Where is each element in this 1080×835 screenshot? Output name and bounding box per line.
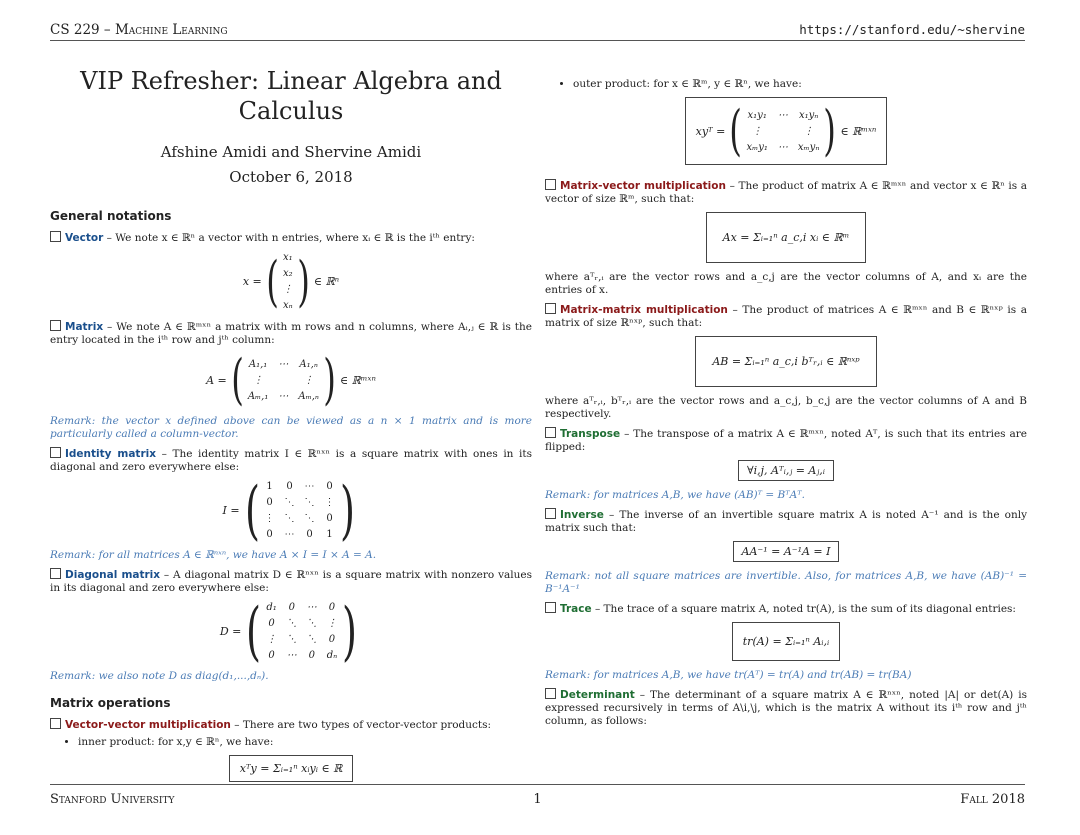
checkbox-icon	[545, 602, 556, 613]
left-column	[50, 52, 532, 790]
matrix-remark: Remark: the vector x defined above can be viewed as a n × 1 matrix and is more particularly called a column-vector.	[50, 415, 532, 440]
vector-def	[50, 231, 532, 245]
checkbox-icon	[545, 179, 556, 190]
mm-after: where aᵀᵣ,ᵢ, bᵀᵣ,ᵢ are the vector rows and a_c,j, b_c,j are the vector columns of A and B respectively.	[545, 395, 1027, 420]
section-general-notations: General notations	[50, 209, 172, 223]
outer-eq-lhs: xyᵀ =	[695, 124, 726, 138]
matrix-term: Matrix	[65, 321, 104, 333]
diagonal-remark: Remark: we also note D as diag(d₁,...,dₙ).	[50, 670, 269, 682]
diagonal-text: – A diagonal matrix D ∈ ℝⁿˣⁿ is a square matrix with nonzero values in its diagonal and zero everywhere else:	[50, 569, 532, 594]
vv-list-cont	[545, 78, 1027, 91]
matrix-text: – We note A ∈ ℝᵐˣⁿ a matrix with m rows and n columns, where Aᵢ,ⱼ ∈ ℝ is the entry located in the iᵗʰ row and jᵗʰ column:	[50, 321, 532, 346]
trace-equation	[545, 622, 1027, 661]
diagonal-term: Diagonal matrix	[65, 569, 161, 581]
mv-term: Matrix-vector multiplication	[560, 180, 726, 192]
trace-eq-box: tr(A) = Σᵢ₌₁ⁿ Aᵢ,ᵢ	[732, 622, 840, 661]
mv-def	[545, 179, 1027, 206]
transpose-text: – The transpose of a matrix A ∈ ℝᵐˣⁿ, noted Aᵀ, is such that its entries are flipped:	[545, 428, 1027, 453]
trace-remark: Remark: for matrices A,B, we have tr(Aᵀ) = tr(A) and tr(AB) = tr(BA)	[545, 669, 912, 681]
identity-text: – The identity matrix I ∈ ℝⁿˣⁿ is a square matrix with ones in its diagonal and zero everywhere else:	[50, 448, 532, 473]
transpose-def	[545, 427, 1027, 454]
outer-eq-rhs: ∈ ℝᵐˣⁿ	[840, 124, 877, 138]
vector-text: – We note x ∈ ℝⁿ a vector with n entries, where xᵢ ∈ ℝ is the iᵗʰ entry:	[106, 232, 475, 244]
mm-equation	[545, 336, 1027, 387]
checkbox-icon	[545, 303, 556, 314]
vv-text: – There are two types of vector-vector products:	[234, 719, 492, 731]
inverse-text: – The inverse of an invertible square matrix A is noted A⁻¹ and is the only matrix such that:	[545, 509, 1028, 534]
trace-text: – The trace of a square matrix A, noted tr(A), is the sum of its diagonal entries:	[594, 603, 1016, 615]
vector-term: Vector	[65, 232, 104, 244]
header-course: CS 229 – Machine Learning	[50, 22, 228, 38]
mm-term: Matrix-matrix multiplication	[560, 304, 728, 316]
mv-text: – The product of matrix A ∈ ℝᵐˣⁿ and vector x ∈ ℝⁿ is a vector of size ℝᵐ, such that:	[545, 180, 1028, 205]
checkbox-icon	[50, 568, 61, 579]
determinant-text: – The determinant of a square matrix A ∈ ℝⁿˣⁿ, noted |A| or det(A) is expressed recursively in terms of A\i,\j, which is the matrix A without its iᵗʰ row and jᵗʰ column, as follows:	[545, 689, 1027, 727]
transpose-remark: Remark: for matrices A,B, we have (AB)ᵀ = BᵀAᵀ.	[545, 489, 805, 501]
vv-def	[50, 718, 532, 732]
vv-list	[50, 736, 532, 749]
authors: Afshine Amidi and Shervine Amidi	[160, 143, 422, 161]
checkbox-icon	[545, 508, 556, 519]
section-matrix-operations: Matrix operations	[50, 696, 171, 710]
vector-eq-lhs: x =	[242, 275, 262, 288]
transpose-equation	[545, 460, 1027, 481]
matrix-eq-lhs: A =	[206, 373, 227, 387]
page-footer	[50, 784, 1025, 813]
inverse-eq-box: AA⁻¹ = A⁻¹A = I	[733, 541, 840, 562]
footer-term: Fall 2018	[960, 792, 1025, 807]
inverse-equation	[545, 541, 1027, 562]
right-column	[545, 52, 1027, 730]
checkbox-icon	[50, 718, 61, 729]
matrix-equation: A = ( A₁,₁ ⋯ A₁,ₙ ⋮ ⋮ Aₘ,₁ ⋯ Aₘ,ₙ ) ∈ ℝᵐˣⁿ	[206, 348, 376, 411]
page-header	[50, 22, 1025, 41]
diagonal-equation: D = ( d₁ 0 ⋯ 0 0 ⋱ ⋱ ⋮ ⋮ ⋱ ⋱ 0 0 ⋯ 0 dₙ )	[219, 594, 358, 669]
inner-eq-box: xᵀy = Σᵢ₌₁ⁿ xᵢyᵢ ∈ ℝ	[229, 755, 354, 782]
diagonal-def	[50, 568, 532, 595]
identity-remark: Remark: for all matrices A ∈ ℝⁿˣⁿ, we have A × I = I × A = A.	[50, 549, 377, 561]
trace-term: Trace	[560, 603, 592, 615]
diagonal-eq-lhs: D =	[219, 625, 242, 638]
footer-university: Stanford University	[50, 792, 175, 807]
vv-inner-item: • inner product: for x,y ∈ ℝⁿ, we have:	[78, 736, 532, 749]
identity-term: Identity matrix	[65, 448, 157, 460]
checkbox-icon	[50, 320, 61, 331]
mm-eq-box: AB = Σᵢ₌₁ⁿ a_c,i bᵀᵣ,ᵢ ∈ ℝⁿˣᵖ	[695, 336, 876, 387]
inverse-remark: Remark: not all square matrices are invertible. Also, for matrices A,B, we have (AB)⁻¹ = B⁻¹A⁻¹	[545, 570, 1027, 595]
identity-def	[50, 447, 532, 474]
matrix-eq-rhs: ∈ ℝᵐˣⁿ	[340, 373, 376, 387]
page-number: 1	[533, 792, 542, 807]
vector-equation: x = ( x₁ x₂ ⋮ xₙ ) ∈ ℝⁿ	[242, 249, 340, 313]
vector-eq-rhs: ∈ ℝⁿ	[313, 275, 340, 288]
checkbox-icon	[545, 427, 556, 438]
mv-equation	[545, 212, 1027, 263]
determinant-term: Determinant	[560, 689, 635, 701]
date: October 6, 2018	[229, 168, 353, 186]
outer-product-equation	[545, 97, 1027, 165]
page-title: VIP Refresher: Linear Algebra and Calculus	[80, 67, 502, 125]
determinant-def	[545, 688, 1027, 728]
transpose-eq-box: ∀i,j, Aᵀᵢ,ⱼ = Aⱼ,ᵢ	[738, 460, 834, 481]
inverse-def	[545, 508, 1027, 535]
transpose-term: Transpose	[560, 428, 621, 440]
checkbox-icon	[50, 447, 61, 458]
mv-after: where aᵀᵣ,ᵢ are the vector rows and a_c,j are the vector columns of A, and xᵢ are the entries of x.	[545, 271, 1027, 296]
inverse-term: Inverse	[560, 509, 604, 521]
checkbox-icon	[50, 231, 61, 242]
inner-product-equation	[50, 755, 532, 782]
mm-text: – The product of matrices A ∈ ℝᵐˣⁿ and B ∈ ℝⁿˣᵖ is a matrix of size ℝⁿˣᵖ, such that:	[545, 304, 1027, 329]
checkbox-icon	[545, 688, 556, 699]
identity-equation: I = ( 1 0 ⋯ 0 0 ⋱ ⋱ ⋮ ⋮ ⋱ ⋱ 0 0 ⋯ 0 1 )	[222, 473, 355, 548]
mm-def	[545, 303, 1027, 330]
matrix-def	[50, 320, 532, 347]
outer-eq-box: xyᵀ = ( x₁y₁ ⋯ x₁yₙ ⋮ ⋮ xₘy₁ ⋯ xₘyₙ ) ∈ ℝᵐˣⁿ	[685, 97, 888, 165]
mv-eq-box: Ax = Σᵢ₌₁ⁿ a_c,i xᵢ ∈ ℝᵐ	[706, 212, 867, 263]
vv-outer-item: • outer product: for x ∈ ℝᵐ, y ∈ ℝⁿ, we have:	[573, 78, 1027, 91]
identity-eq-lhs: I =	[222, 504, 240, 517]
header-url[interactable]: https://stanford.edu/~shervine	[799, 22, 1025, 37]
trace-def	[545, 602, 1027, 616]
vv-term: Vector-vector multiplication	[65, 719, 231, 731]
